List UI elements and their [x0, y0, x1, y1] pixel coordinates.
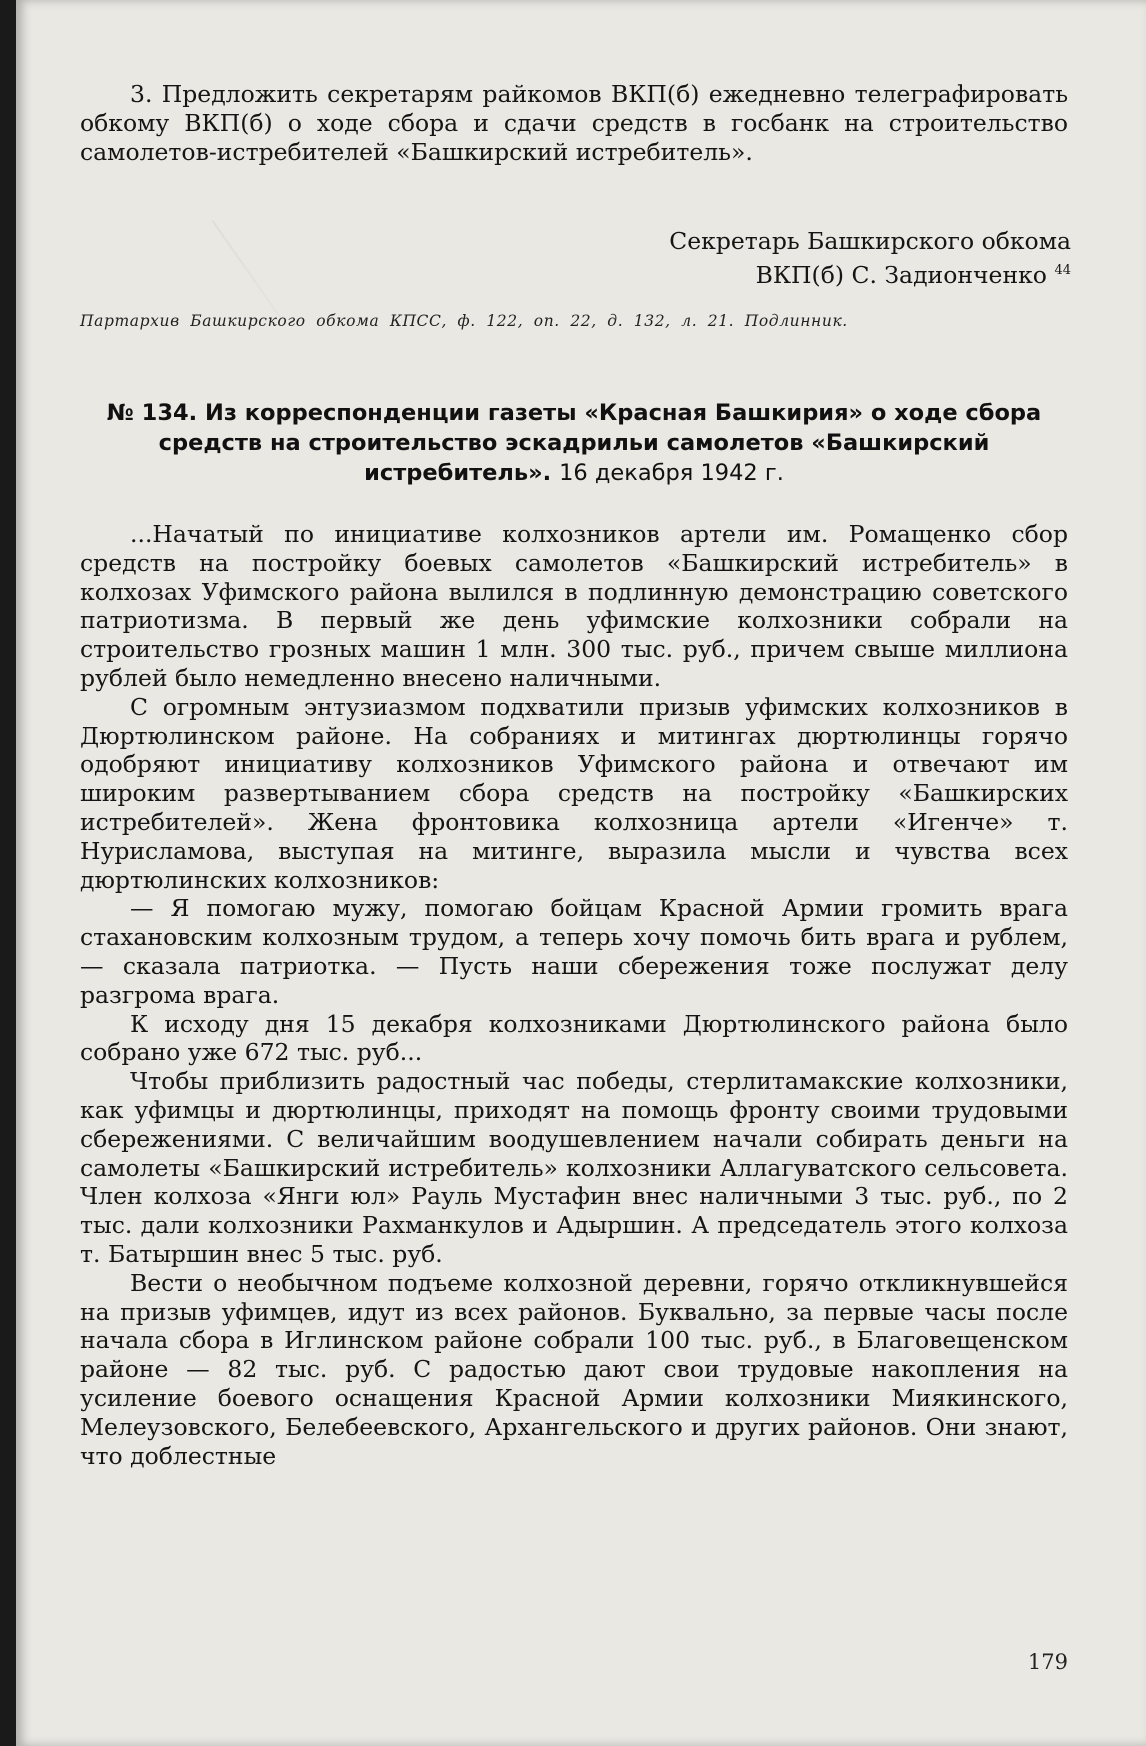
article-paragraph-5: Чтобы приблизить радостный час победы, стерлитамакские колхозники, как уфимцы и дюртюлинцы, приходят на помощь фронту своими трудовыми сбережениями. С величайшим воодушевлением начали собирать деньги на самолеты «Башкирский истребитель» колхозники Аллагуватского сельсовета. Член колхоза «Янги юл» Рауль Мустафин внес наличными 3 тыс. руб., по 2 тыс. дали колхозники Рахманкулов и Адыршин. А председатель этого колхоза т. Батыршин внес 5 тыс. руб.: [80, 1067, 1068, 1268]
article-paragraph-2: С огромным энтузиазмом подхватили призыв уфимских колхозников в Дюртюлинском районе. На собраниях и митингах дюртюлинцы горячо одобряют инициативу колхозников Уфимского района и отвечают им широким развертыванием сбора средств на постройку «Башкирских истребителей». Жена фронтовика колхозница артели «Игенче» т. Нурисламова, выступая на митинге, выразила мысли и чувства всех дюртюлинских колхозников:: [80, 692, 1068, 894]
article-paragraph-4: К исходу дня 15 декабря колхозниками Дюртюлинского района было собрано уже 672 тыс. руб...: [80, 1009, 1068, 1067]
article-body: [80, 520, 1068, 1470]
archive-reference: Партархив Башкирского обкома КПСС, ф. 122, оп. 22, д. 132, л. 21. Подлинник.: [80, 312, 848, 330]
heading-date: 16 декабря 1942 г.: [559, 460, 784, 486]
article-paragraph-1: ...Начатый по инициативе колхозников артели им. Ромащенко сбор средств на постройку боевых самолетов «Башкирский истребитель» в колхозах Уфимского района вылился в подлинную демонстрацию советского патриотизма. В первый же день уфимские колхозники собрали на строительство грозных машин 1 млн. 300 тыс. руб., причем свыше миллиона рублей было немедленно внесено наличными.: [80, 520, 1068, 692]
page-number: 179: [1027, 1650, 1068, 1674]
heading-title: № 134. Из корреспонденции газеты «Красная Башкирия» о ходе сбора средств на строительство эскадрильи самолетов «Башкирский истребитель».: [106, 400, 1042, 486]
footnote-ref: 44: [1054, 263, 1071, 278]
article-paragraph-3: — Я помогаю мужу, помогаю бойцам Красной Армии громить врага стахановским колхозным трудом, а теперь хочу помочь бить врага и рублем, — сказала патриотка. — Пусть наши сбережения тоже послужат делу разгрома врага.: [80, 894, 1068, 1009]
item-3-block: [80, 80, 1068, 166]
signature-line-1: Секретарь Башкирского обкома: [669, 227, 1071, 255]
article-paragraph-6: Вести о необычном подъеме колхозной деревни, горячо откликнувшейся на призыв уфимцев, идут из всех районов. Буквально, за первые часы после начала сбора в Иглинском районе собрали 100 тыс. руб., в Благовещенском районе — 82 тыс. руб. С радостью дают свои трудовые накопления на усиление боевого оснащения Красной Армии колхозники Миякинского, Мелеузовского, Белебеевского, Архангельского и других районов. Они знают, что доблестные: [80, 1268, 1068, 1470]
paper-fold-mark: [212, 220, 282, 319]
signature-line-2: [669, 256, 1071, 290]
document-page: [16, 0, 1146, 1746]
document-heading: [80, 398, 1068, 488]
item-3-paragraph: 3. Предложить секретарям райкомов ВКП(б) ежедневно телеграфировать обкому ВКП(б) о ходе сбора и сдачи средств в госбанк на строительство самолетов-истребителей «Башкирский истребитель».: [80, 80, 1068, 166]
signature-block: [669, 226, 1071, 290]
signature-name: ВКП(б) С. Задионченко: [755, 261, 1047, 289]
